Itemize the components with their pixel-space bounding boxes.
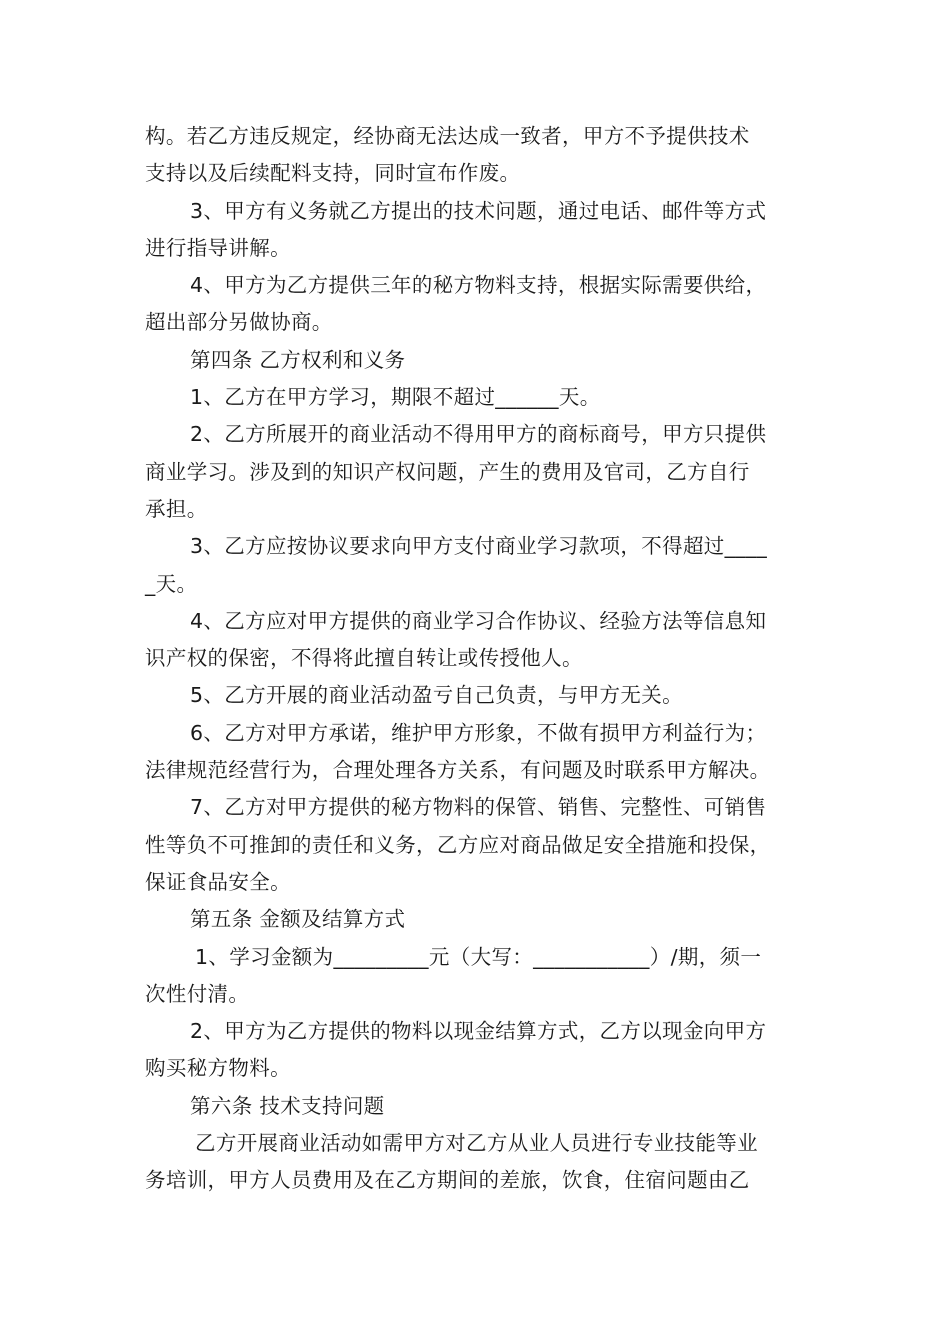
text-line: 识产权的保密，不得将此擅自转让或传授他人。 — [145, 646, 583, 671]
text-line: 支持以及后续配料支持，同时宣布作废。 — [145, 161, 521, 186]
clause-7-text: 7、乙方对甲方提供的秘方物料的保管、销售、完整性、可销售 — [190, 795, 767, 820]
clause-4-text: 4、乙方应对甲方提供的商业学习合作协议、经验方法等信息知 — [190, 608, 767, 633]
text-line: 务培训，甲方人员费用及在乙方期间的差旅，饮食，住宿问题由乙 — [145, 1168, 750, 1193]
clause-2-text: 2、乙方所展开的商业活动不得用甲方的商标商号，甲方只提供 — [190, 422, 767, 447]
clause-5-text: 5、乙方开展的商业活动盈亏自己负责，与甲方无关。 — [190, 683, 683, 708]
text-line: 次性付清。 — [145, 981, 250, 1006]
document-body — [145, 118, 825, 1200]
text-line: 购买秘方物料。 — [145, 1056, 291, 1081]
clause-3-text: 3、甲方有义务就乙方提出的技术问题，通过电话、邮件等方式 — [190, 198, 767, 223]
clause-2-text: 2、甲方为乙方提供的物料以现金结算方式，乙方以现金向甲方 — [190, 1019, 767, 1044]
text-line: _天。 — [145, 571, 198, 596]
text-line: 性等负不可推卸的责任和义务，乙方应对商品做足安全措施和投保， — [145, 832, 771, 857]
text-line: 超出部分另做协商。 — [145, 310, 333, 335]
clause-3-text: 3、乙方应按协议要求向甲方支付商业学习款项，不得超过____ — [190, 534, 768, 559]
text-line: 保证食品安全。 — [145, 869, 291, 894]
article-6-heading: 第六条 技术支持问题 — [190, 1093, 385, 1118]
article-5-heading: 第五条 金额及结算方式 — [190, 907, 406, 932]
text-line: 进行指导讲解。 — [145, 235, 291, 260]
clause-6-text: 6、乙方对甲方承诺，维护甲方形象，不做有损甲方利益行为； — [190, 720, 767, 745]
clause-1-text: 1、学习金额为_________元（大写：___________）/期，须一 — [195, 944, 762, 969]
clause-1-text: 1、乙方在甲方学习，期限不超过______天。 — [190, 385, 601, 410]
clause-4-text: 4、甲方为乙方提供三年的秘方物料支持，根据实际需要供给， — [190, 273, 767, 298]
text-line: 法律规范经营行为，合理处理各方关系，有问题及时联系甲方解决。 — [145, 758, 771, 783]
text-line: 承担。 — [145, 496, 208, 521]
article-4-heading: 第四条 乙方权利和义务 — [190, 347, 406, 372]
text-line: 商业学习。涉及到的知识产权问题，产生的费用及官司，乙方自行 — [145, 459, 750, 484]
paragraph-text: 乙方开展商业活动如需甲方对乙方从业人员进行专业技能等业 — [195, 1131, 758, 1156]
text-line: 构。若乙方违反规定，经协商无法达成一致者，甲方不予提供技术 — [145, 124, 750, 148]
